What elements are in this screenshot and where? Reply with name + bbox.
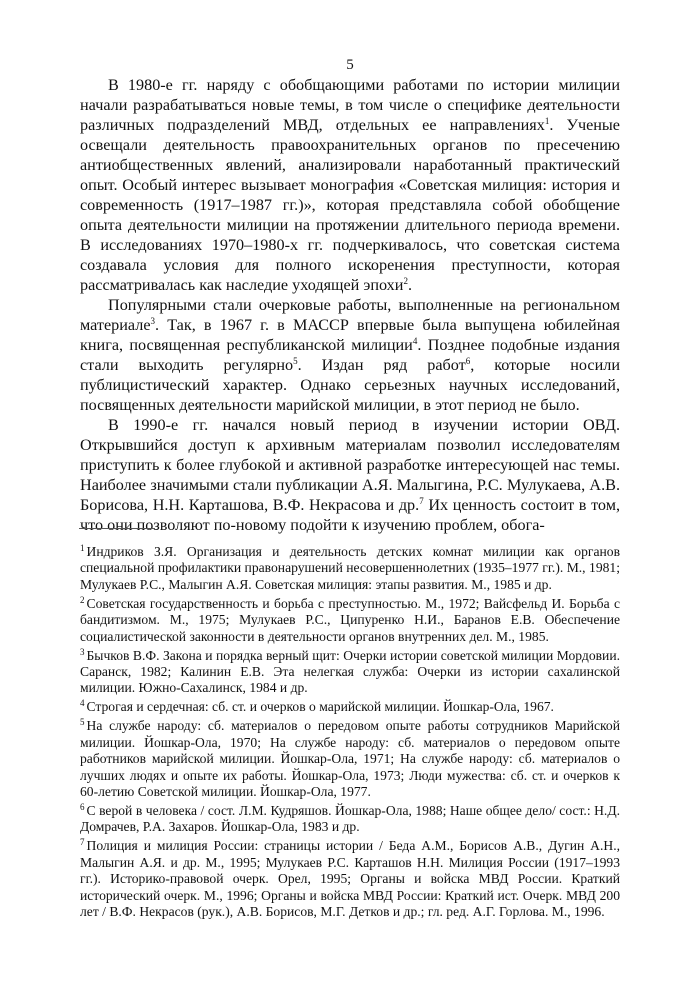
footnote — [80, 803, 620, 836]
footnote-ref[interactable]: 1 — [544, 116, 550, 126]
body-text — [80, 75, 620, 535]
footnote-ref[interactable]: 4 — [412, 336, 418, 346]
footnote — [80, 596, 620, 645]
footnote-separator — [79, 528, 155, 529]
text-run: В 1990-е гг. начался новый период в изучении истории ОВД. Открывшийся доступ к архивным материалам позволил исследователям приступить к более глубокой и активной разработке интересующей нас темы. Наиболее значимыми стали публикации А.Я. Малыгина, Р.С. Мулукаева, А.В. Борисова, Н.Н. Карташова, В.Ф. Некрасова и др. — [80, 416, 620, 514]
text-run: . Ученые освещали деятельность правоохранительных органов по пресечению антиобщественных явлений, анализировали наработанный практический опыт. Особый интерес вызывает монография «Советская милиция: история и современность (1917–1987 гг.)», которая представляла собой обобщение опыта деятельности милиции на протяжении длительного периода времени. В исследованиях 1970–1980-х гг. подчеркивалось, что советская система создавала условия для полного искоренения преступности, которая рассматривалась как наследие уходящей эпохи — [80, 116, 620, 294]
footnote-ref[interactable]: 5 — [293, 356, 298, 366]
footnotes — [80, 544, 620, 923]
footnote — [80, 544, 620, 593]
footnote-text: Полиция и милиция России: страницы истории / Беда А.М., Борисов А.В., Дугин А.Н., Малыгин А.Я. и др. М., 1995; Мулукаев Р.С. Карташов Н.Н. Милиция России (1917–1993 гг.). Историко-правовой очерк. Орел, 1995; Органы и войска МВД России. Краткий исторический очерк. М., 1996; Органы и войска МВД России: Краткий ист. Очерк. МВД 200 лет / В.Ф. Некрасов (рук.), А.В. Борисов, М.Г. Детков и др.; гл. ред. А.Г. Горлова. М., 1996. — [80, 838, 620, 920]
footnote — [80, 838, 620, 920]
text-run: Их ценность состоит в том, что они позволяют по-новому подойти к изучению проблем, обога- — [80, 496, 621, 534]
footnote-number: 3 — [80, 646, 85, 657]
text-run: . Так, в 1967 г. в МАССР впервые была выпущена юбилейная книга, посвященная республиканской милиции — [80, 316, 620, 354]
page-number: 5 — [346, 57, 354, 73]
footnote-ref[interactable]: 3 — [150, 316, 156, 326]
footnote-text: Советская государственность и борьба с преступностью. М., 1972; Вайсфельд И. Борьба с бандитизмом. М., 1975; Мулукаев Р.С., Ципуренко Н.И., Баранов Е.В. Обеспечение социалистической законности в деятельности органов внутренних дел. М., 1985. — [80, 595, 620, 644]
footnote-text: Индриков З.Я. Организация и деятельность детских комнат милиции как органов специальной профилактики правонарушений несовершеннолетних (1935–1977 гг.). М., 1981; Мулукаев Р.С., Малыгин А.Я. Советская милиция: этапы развития. М., 1985 и др. — [80, 544, 620, 592]
text-run: . — [407, 276, 412, 294]
text-run: . Позднее подобные издания стали выходить регулярно — [80, 336, 620, 374]
footnote — [80, 648, 620, 697]
text-run: , которые носили публицистический характер. Однако серьезных научных исследований, посвященных деятельности марийской милиции, в этот период не было. — [80, 356, 620, 414]
footnote-text: На службе народу: сб. материалов о передовом опыте работы сотрудников Марийской милиции. Йошкар-Ола, 1970; На службе народу: сб. материалов о передовом опыте работников марийской милиции. Йошкар-Ола, 1971; На службе народу: сб. материалов о лучших людях и опыте их работы. Йошкар-Ола, 1973; Люди мужества: сб. ст. и очерков к 60-летию Советской милиции. Йошкар-Ола, 1977. — [80, 718, 620, 800]
footnote-number: 7 — [80, 837, 85, 848]
footnote-ref[interactable]: 6 — [465, 356, 471, 366]
footnote-text: Строгая и сердечная: сб. ст. и очерков о марийской милиции. Йошкар-Ола, 1967. — [86, 699, 554, 715]
text-run: . Издан ряд работ — [297, 356, 466, 374]
paragraph — [80, 415, 620, 535]
text-run: В 1980-е гг. наряду с обобщающими работами по истории милиции начали разрабатываться новые темы, в том числе о специфике деятельности различных подразделений МВД, отдельных ее направлениях — [80, 76, 620, 134]
footnote-number: 2 — [80, 594, 85, 605]
footnote-number: 5 — [80, 717, 85, 728]
footnote-text: Бычков В.Ф. Закона и порядка верный щит: Очерки истории советской милиции Мордовии. Саранск, 1982; Калинин Е.В. Эта нелегкая служба: Очерки из истории сахалинской милиции. Южно-Сахалинск, 1984 и др. — [80, 647, 620, 696]
footnote-ref[interactable]: 7 — [419, 496, 424, 506]
footnote-ref[interactable]: 2 — [403, 276, 408, 286]
footnote — [80, 699, 620, 715]
paragraph — [80, 295, 620, 415]
footnote-text: С верой в человека / сост. Л.М. Кудряшов. Йошкар-Ола, 1988; Наше общее дело/ сост.: Н.Д. Домрачев, Р.А. Захаров. Йошкар-Ола, 1983 и др. — [80, 803, 620, 835]
paragraph — [80, 75, 620, 295]
text-run: Популярными стали очерковые работы, выполненные на региональном материале — [80, 296, 620, 334]
footnote — [80, 718, 620, 800]
footnote-number: 4 — [80, 698, 85, 709]
footnote-number: 6 — [80, 802, 85, 813]
footnote-number: 1 — [80, 543, 85, 553]
